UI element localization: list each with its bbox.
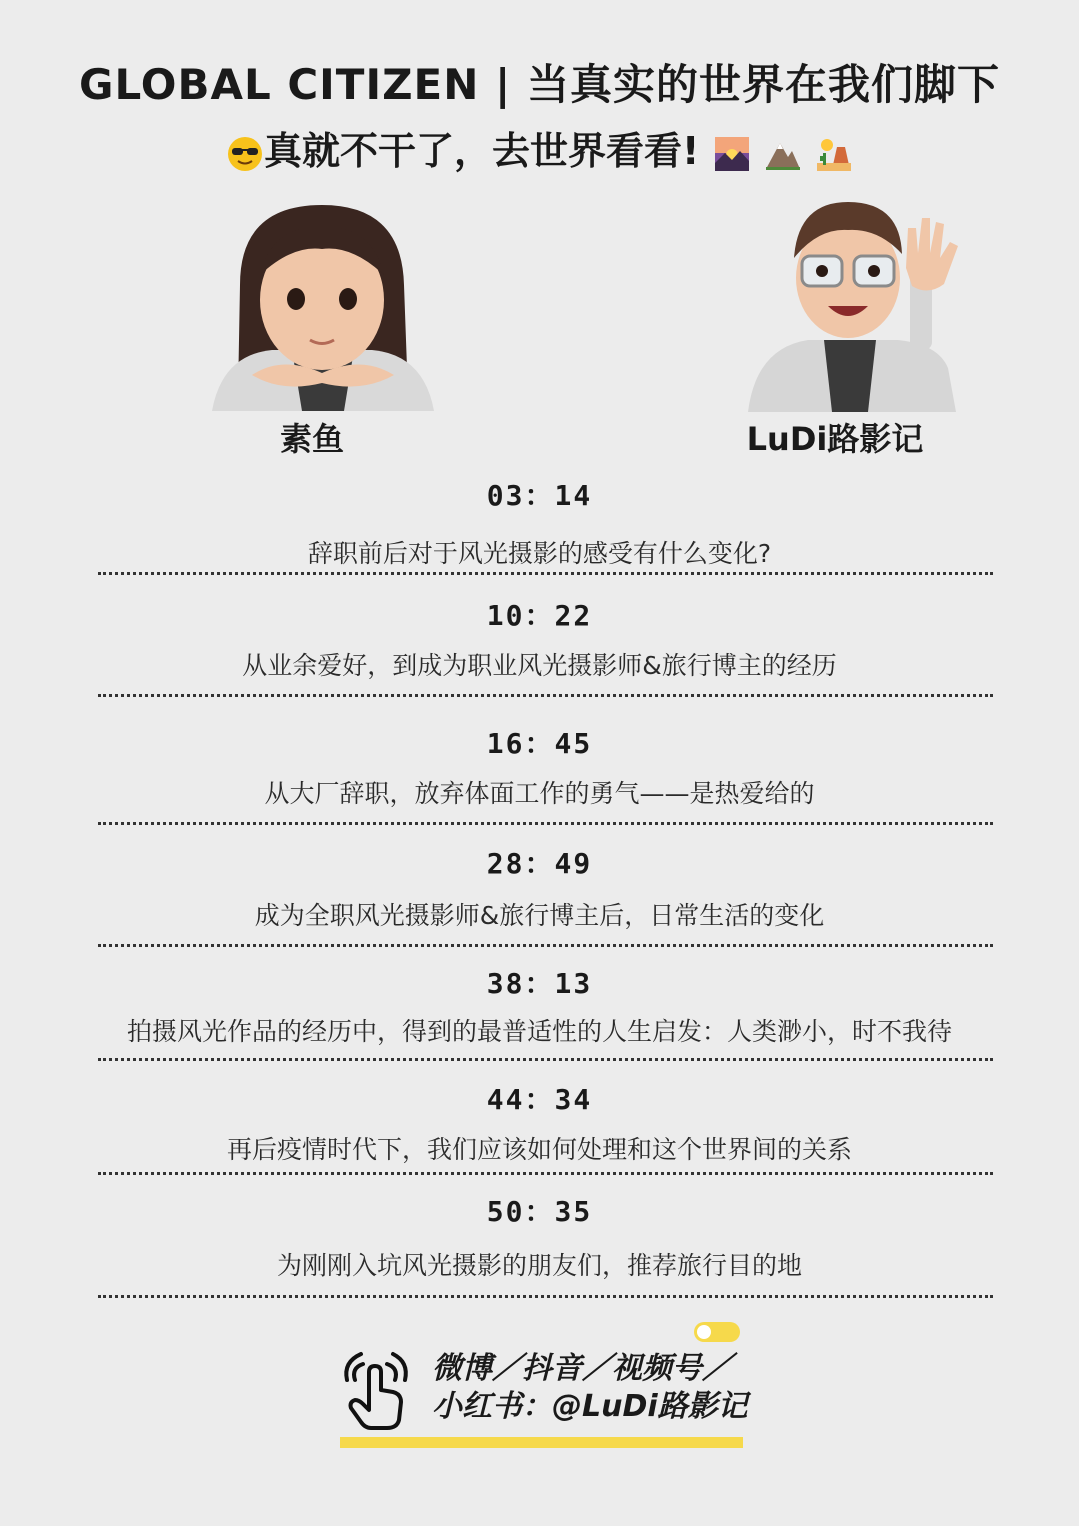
timestamp: 16：45 — [486, 727, 593, 760]
topic-text: 为刚刚入坑风光摄影的朋友们，推荐旅行目的地 — [276, 1251, 802, 1280]
topic-text: 再后疫情时代下，我们应该如何处理和这个世界间的关系 — [226, 1135, 852, 1164]
timeline-entry — [0, 594, 1079, 682]
divider — [98, 1172, 993, 1175]
timestamp: 28：49 — [486, 847, 593, 880]
toggle-decoration — [694, 1322, 740, 1342]
divider — [98, 572, 993, 575]
timeline-entry — [0, 1078, 1079, 1166]
social-handles — [432, 1350, 748, 1426]
page-title: GLOBAL CITIZEN | 当真实的世界在我们脚下 — [79, 60, 1000, 109]
host-avatar-ludi — [748, 198, 970, 412]
timestamp: 44：34 — [486, 1083, 593, 1116]
topic-text: 辞职前后对于风光摄影的感受有什么变化? — [307, 539, 772, 568]
timeline-entry — [0, 1190, 1079, 1282]
timestamp: 50：35 — [486, 1195, 593, 1228]
topic-text: 成为全职风光摄影师&旅行博主后，日常生活的变化 — [254, 901, 825, 930]
timeline-entry — [0, 842, 1079, 932]
accent-underline — [340, 1437, 743, 1448]
divider — [98, 1058, 993, 1061]
divider — [98, 944, 993, 947]
divider — [98, 1295, 993, 1298]
divider — [98, 694, 993, 697]
timeline-entry — [0, 722, 1079, 810]
topic-text: 从大厂辞职，放弃体面工作的勇气——是热爱给的 — [264, 779, 815, 808]
topic-text: 从业余爱好，到成为职业风光摄影师&旅行博主的经历 — [242, 651, 837, 680]
timestamp: 10：22 — [486, 599, 593, 632]
host-name-ludi: LuDi路影记 — [746, 420, 924, 458]
page-subtitle — [0, 120, 1079, 175]
topic-text: 拍摄风光作品的经历中，得到的最普适性的人生启发：人类渺小，时不我待 — [126, 1017, 952, 1046]
social-line-1: 微博／抖音／视频号／ — [432, 1351, 732, 1386]
timeline-entry — [0, 474, 1079, 570]
desert-icon — [815, 135, 853, 173]
sunglasses-face-icon — [226, 135, 264, 173]
tap-hand-icon — [337, 1350, 413, 1432]
host-name-suyu: 素鱼 — [279, 420, 344, 458]
divider — [98, 822, 993, 825]
social-line-2: 小红书：@LuDi路影记 — [432, 1389, 748, 1424]
mountain-icon — [764, 135, 802, 173]
host-avatar-suyu — [212, 205, 434, 411]
timeline-entry — [0, 962, 1079, 1048]
subtitle-text: 真就不干了，去世界看看! — [263, 129, 700, 173]
timestamp: 38：13 — [486, 967, 593, 1000]
sunrise-icon — [713, 135, 751, 173]
timestamp: 03：14 — [486, 479, 593, 512]
